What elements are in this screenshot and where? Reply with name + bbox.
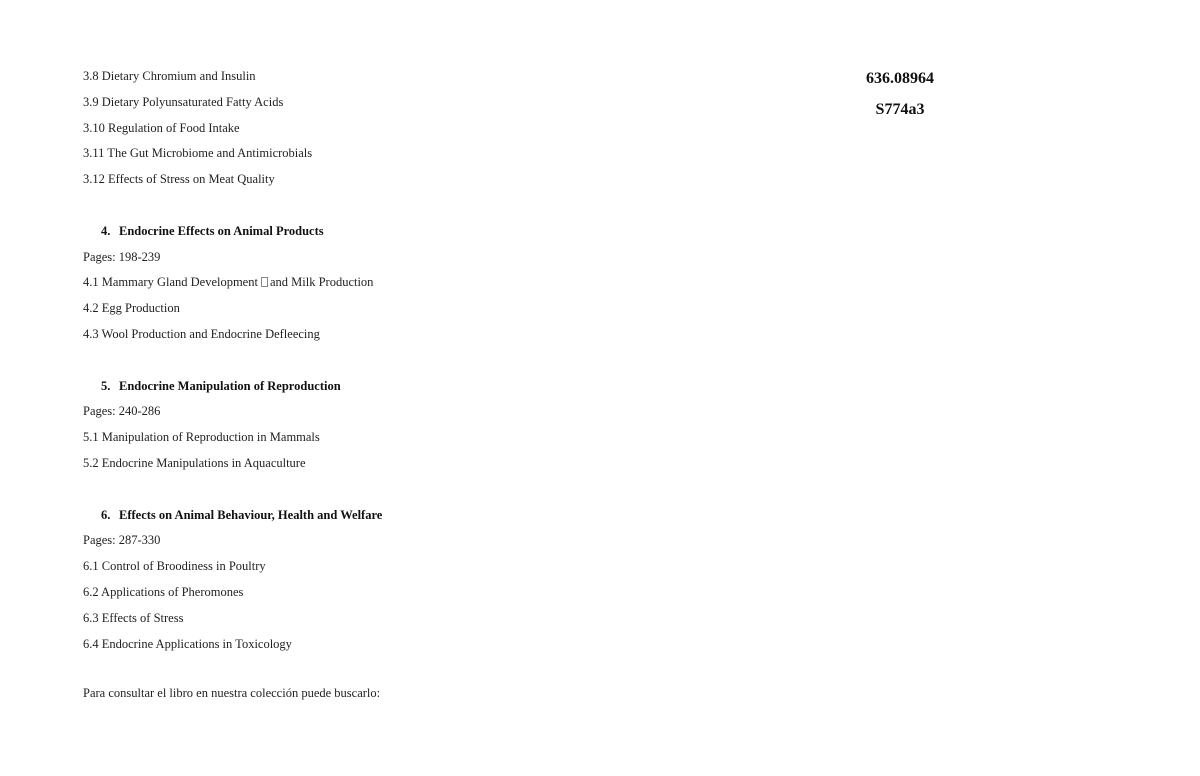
call-number-cutter: S774a3 xyxy=(875,101,925,118)
toc-item xyxy=(83,273,783,299)
table-of-contents xyxy=(83,67,783,660)
toc-item: 4.2 Egg Production xyxy=(83,301,180,316)
toc-item: 4.3 Wool Production and Endocrine Defleecing xyxy=(83,326,320,341)
section-heading-6 xyxy=(83,506,783,532)
call-number xyxy=(840,67,960,129)
toc-item-text: and Milk Production xyxy=(269,275,374,290)
section-gap xyxy=(83,351,783,377)
toc-item-text: 4.1 Mammary Gland Development xyxy=(83,275,258,290)
toc-item: 6.4 Endocrine Applications in Toxicology xyxy=(83,636,292,651)
call-number-classification: 636.08964 xyxy=(866,70,934,87)
section-number: 6. xyxy=(101,507,111,522)
toc-item: 3.9 Dietary Polyunsaturated Fatty Acids xyxy=(83,94,284,109)
section-heading-4 xyxy=(83,222,783,248)
section-pages: Pages: 287-330 xyxy=(83,533,161,548)
section-number: 4. xyxy=(101,223,111,238)
toc-item: 3.12 Effects of Stress on Meat Quality xyxy=(83,172,275,187)
toc-item: 6.2 Applications of Pheromones xyxy=(83,584,244,599)
section-heading-5 xyxy=(83,377,783,403)
toc-item: 3.11 The Gut Microbiome and Antimicrobials xyxy=(83,146,313,161)
section-pages: Pages: 240-286 xyxy=(83,404,161,419)
missing-glyph-icon xyxy=(261,277,268,287)
toc-item: 6.1 Control of Broodiness in Poultry xyxy=(83,559,266,574)
section-title: Endocrine Manipulation of Reproduction xyxy=(119,378,341,393)
section-title: Endocrine Effects on Animal Products xyxy=(119,223,324,238)
section-gap xyxy=(83,480,783,506)
toc-item: 3.10 Regulation of Food Intake xyxy=(83,120,240,135)
toc-item: 5.2 Endocrine Manipulations in Aquaculture xyxy=(83,455,306,470)
toc-item: 6.3 Effects of Stress xyxy=(83,610,184,625)
section-title: Effects on Animal Behaviour, Health and Welfare xyxy=(119,507,383,522)
section-gap xyxy=(83,196,783,222)
section-number: 5. xyxy=(101,378,111,393)
footer-note: Para consultar el libro en nuestra colección puede buscarlo: xyxy=(83,686,381,700)
section-pages: Pages: 198-239 xyxy=(83,249,161,264)
toc-item: 3.8 Dietary Chromium and Insulin xyxy=(83,69,256,83)
toc-item: 5.1 Manipulation of Reproduction in Mammals xyxy=(83,430,320,445)
